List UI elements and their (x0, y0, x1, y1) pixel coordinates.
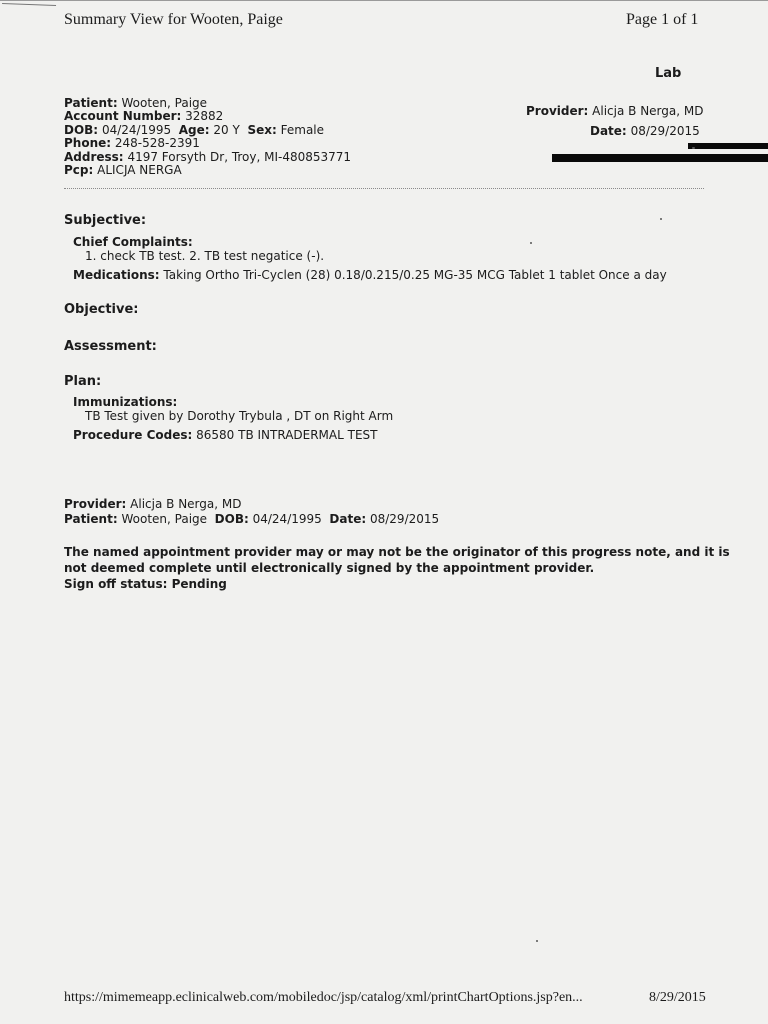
signature-dob-value: 04/24/1995 (252, 512, 322, 526)
medications-row (73, 268, 667, 282)
department-label: Lab (655, 66, 682, 81)
phone-row (64, 137, 351, 150)
page-number: Page 1 of 1 (626, 11, 699, 28)
signature-patient-label: Patient: (64, 512, 118, 526)
account-row (64, 110, 351, 123)
footer-date: 8/29/2015 (649, 990, 706, 1005)
address-row (64, 151, 351, 164)
top-rule (0, 0, 768, 1)
address-label: Address: (64, 149, 124, 164)
patient-row (64, 97, 351, 110)
chief-complaints-text: 1. check TB test. 2. TB test negatice (-). (85, 249, 325, 263)
redaction-bar (552, 154, 768, 162)
redaction-bar (688, 143, 768, 149)
dob-row (64, 124, 351, 137)
date-label: Date: (590, 124, 627, 138)
procedure-codes-label: Procedure Codes: (73, 428, 193, 442)
age-value: 20 Y (213, 122, 240, 137)
signature-dob-label: DOB: (214, 512, 249, 526)
provider-row (526, 105, 703, 118)
immunizations-text: TB Test given by Dorothy Trybula , DT on Right Arm (85, 409, 394, 423)
subjective-heading: Subjective: (64, 213, 147, 228)
scan-mark (2, 3, 56, 9)
pcp-value: ALICJA NERGA (97, 163, 182, 178)
immunizations-label: Immunizations: (73, 395, 178, 409)
signature-patient-name: Wooten, Paige (121, 512, 208, 526)
signature-date-label: Date: (329, 512, 367, 526)
medications-label: Medications: (73, 268, 160, 282)
address-value: 4197 Forsyth Dr, Troy, MI-480853771 (127, 149, 352, 164)
medications-text: Taking Ortho Tri-Cyclen (28) 0.18/0.215/0.25 MG-35 MCG Tablet 1 tablet Once a day (163, 268, 667, 282)
account-label: Account Number: (64, 109, 182, 124)
footer-url: https://mimemeapp.eclinicalweb.com/mobiledoc/jsp/catalog/xml/printChartOptions.jsp?en... (64, 990, 583, 1005)
age-label: Age: (178, 122, 210, 137)
scan-speck (536, 940, 538, 942)
phone-label: Phone: (64, 136, 112, 151)
chief-complaints-label: Chief Complaints: (73, 235, 193, 249)
page-header-title: Summary View for Wooten, Paige (64, 11, 283, 28)
account-number: 32882 (185, 109, 224, 124)
dob-label: DOB: (64, 122, 99, 137)
sex-label: Sex: (247, 122, 277, 137)
pcp-row (64, 164, 351, 177)
signature-provider-label: Provider: (64, 497, 127, 511)
pcp-label: Pcp: (64, 163, 94, 178)
signature-provider-name: Alicja B Nerga, MD (130, 497, 242, 511)
signature-date-value: 08/29/2015 (369, 512, 440, 526)
notice-line: not deemed complete until electronically signed by the appointment provider. (64, 561, 595, 575)
dob-value: 04/24/1995 (101, 122, 172, 137)
date-value: 08/29/2015 (630, 124, 700, 138)
scan-speck (692, 147, 695, 149)
scan-speck (660, 218, 662, 220)
patient-info-block (64, 97, 351, 177)
procedure-codes-row (73, 428, 377, 442)
sex-value: Female (280, 122, 325, 137)
provider-label: Provider: (526, 104, 589, 118)
objective-heading: Objective: (64, 302, 139, 317)
plan-heading: Plan: (64, 374, 102, 389)
divider (64, 188, 704, 189)
signature-patient-row (64, 512, 439, 526)
sign-off-status: Sign off status: Pending (64, 577, 227, 591)
sign-off-notice (64, 544, 730, 592)
date-row (590, 125, 700, 138)
assessment-heading: Assessment: (64, 339, 157, 354)
scan-speck (530, 242, 532, 244)
patient-name: Wooten, Paige (121, 96, 208, 110)
phone-value: 248-528-2391 (114, 136, 200, 151)
provider-name: Alicja B Nerga, MD (592, 104, 704, 118)
notice-line: The named appointment provider may or may not be the originator of this progress note, and it is (64, 545, 730, 559)
procedure-codes-text: 86580 TB INTRADERMAL TEST (196, 428, 378, 442)
signature-provider-row (64, 497, 241, 511)
patient-label: Patient: (64, 96, 118, 110)
